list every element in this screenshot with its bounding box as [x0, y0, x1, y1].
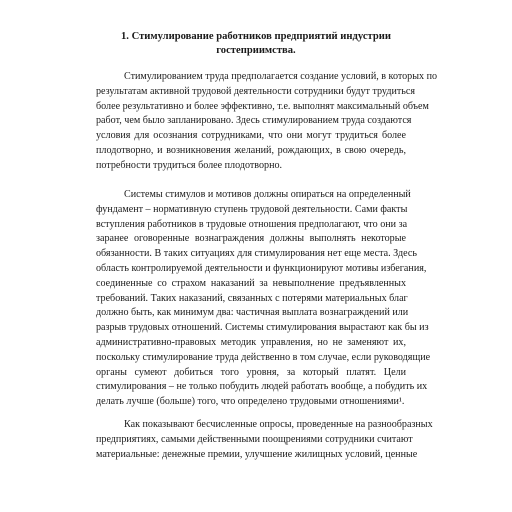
paragraph-2 — [96, 188, 431, 410]
text-line: материальные: денежные премии, улучшение жилищных условий, ценные — [96, 448, 418, 460]
text-line: результатам активной трудовой деятельности сотрудники будут трудиться — [96, 85, 416, 97]
section-heading — [100, 30, 412, 58]
paragraph-3 — [96, 418, 433, 462]
text-line: соединенные со страхом наказаний за невыполнение предъявленных — [96, 277, 406, 289]
text-line: обязанности. В таких ситуациях для стимулирования нет еще места. Здесь — [96, 248, 417, 260]
heading-line: гостеприимства. — [216, 45, 296, 56]
text-line: стимулирования – не только побудить людей работать вообще, а побудить их — [96, 381, 428, 393]
text-line: вступления работников в трудовые отношения предполагают, что они за — [96, 218, 408, 230]
text-line: условия для осознания сотрудниками, что они могут трудиться более — [96, 130, 406, 142]
text-line: Системы стимулов и мотивов должны опираться на определенный — [124, 189, 411, 200]
text-line: Стимулированием труда предполагается создание условий, в которых по — [124, 71, 438, 82]
paragraph-1 — [96, 70, 438, 174]
text-line: фундамент – нормативную ступень трудовой деятельности. Сами факты — [96, 203, 408, 215]
text-line: область контролируемой деятельности и функционируют мотивы избегания, — [96, 262, 427, 274]
heading-line: 1. Стимулирование работников предприятий индустрии — [121, 31, 391, 42]
text-line: должно быть, как минимум два: частичная выплата вознаграждений или — [96, 307, 409, 319]
text-line: административно-правовых методик управления, но не заменяют их, — [96, 336, 406, 348]
text-line: разрыв трудовых отношений. Системы стимулирования вырастают как бы из — [96, 322, 429, 334]
text-line: работ, чем было запланировано. Здесь стимулированием труда создаются — [96, 115, 412, 127]
text-line: плодотворно, и возникновения желаний, рождающих, в свою очередь, — [96, 144, 406, 156]
text-line: потребности трудиться более плодотворно. — [96, 159, 283, 171]
text-line: предприятиях, самыми действенными поощрениями сотрудники считают — [96, 433, 413, 445]
text-line: органы сумеют добиться того уровня, за который платят. Цели — [96, 366, 406, 378]
text-line: более результативно и более эффективно, т.е. выполнят максимальный объем — [96, 100, 429, 112]
text-line: поскольку стимулирование труда действенно в том случае, если руководящие — [96, 351, 431, 363]
text-line: Как показывают бесчисленные опросы, проведенные на разнообразных — [124, 419, 433, 430]
text-line: требований. Таких наказаний, связанных с потерями материальных благ — [96, 292, 408, 304]
text-line: делать лучше (больше) того, что определено трудовыми отношениями¹. — [96, 396, 405, 408]
text-line: заранее оговоренные вознаграждения должны выполнять некоторые — [96, 233, 406, 245]
